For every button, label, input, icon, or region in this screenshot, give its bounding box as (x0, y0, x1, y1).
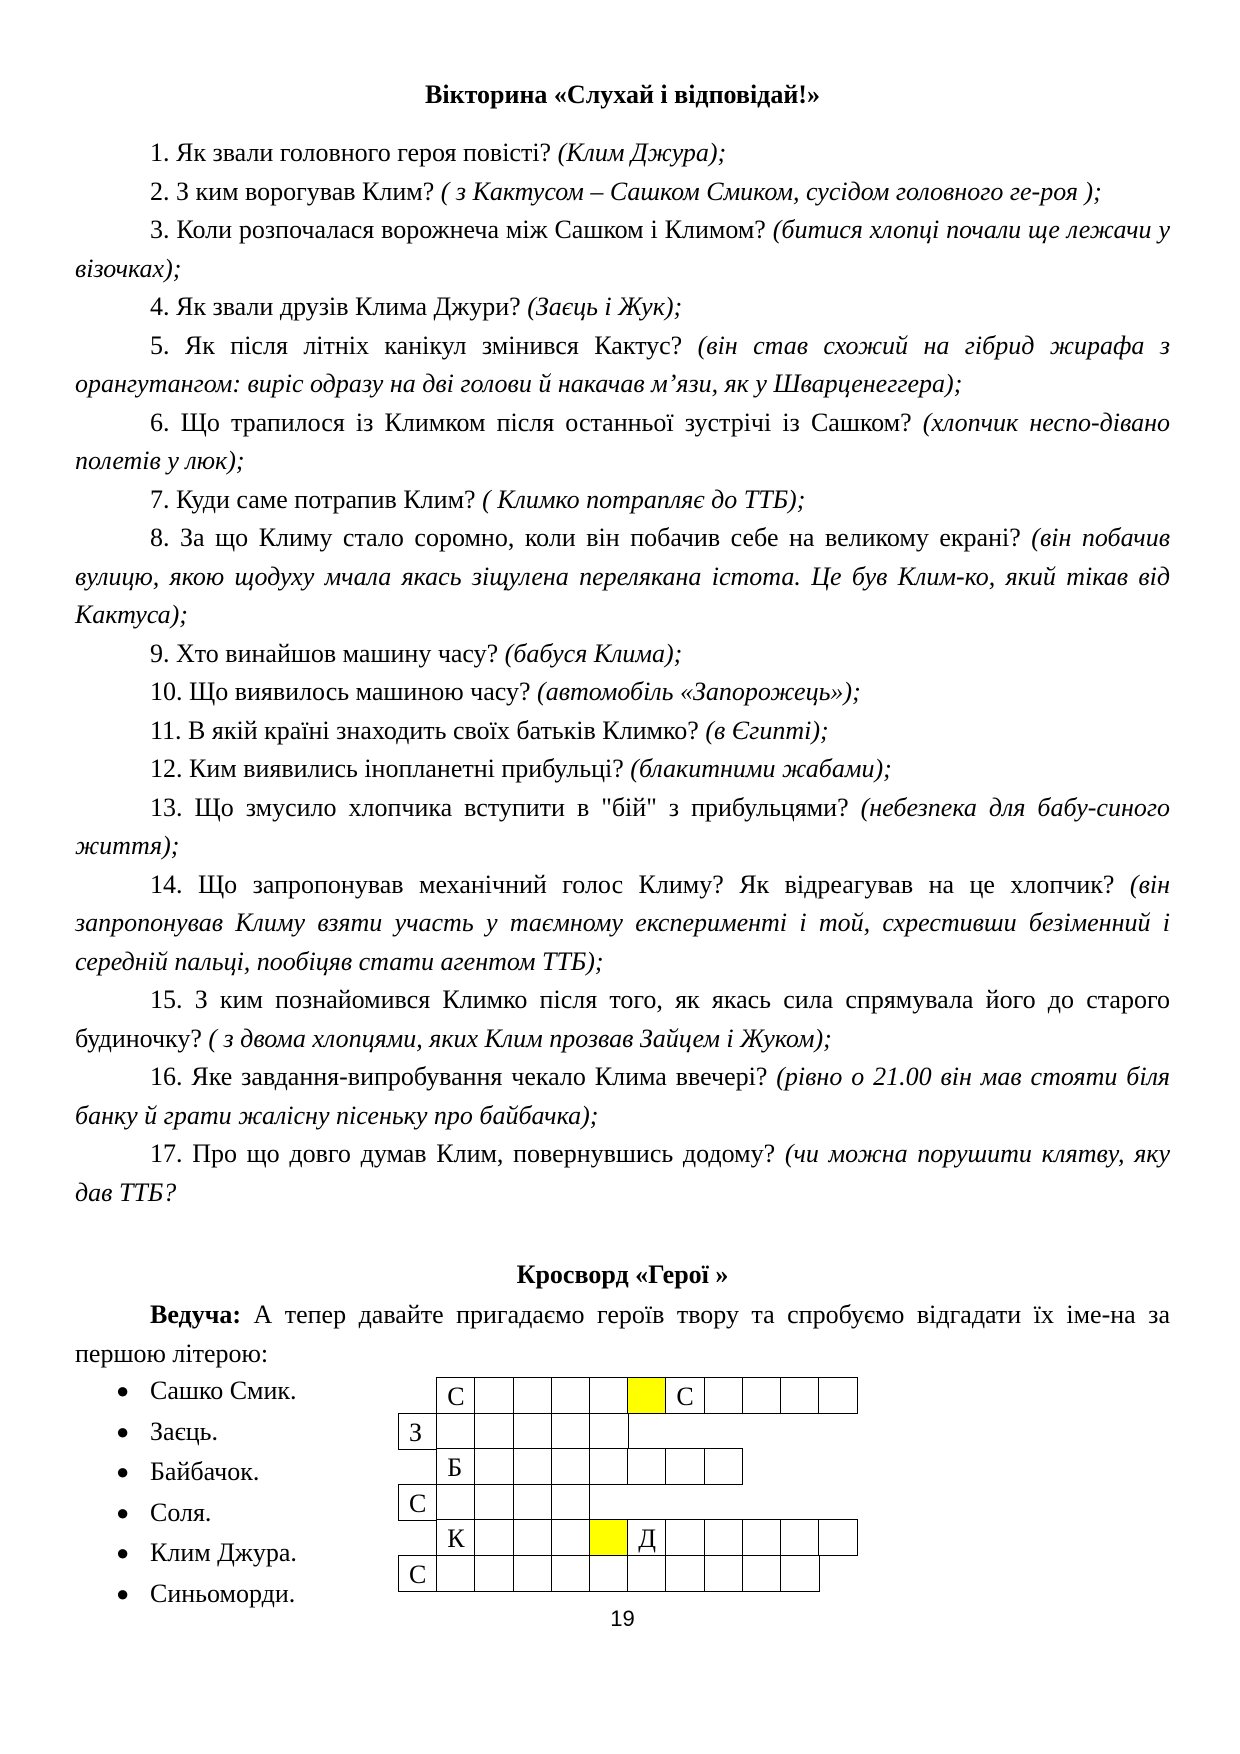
quiz-question (75, 750, 1170, 789)
quiz-question (75, 673, 1170, 712)
question-text: 14. Що запропонував механічний голос Климу? Як відреагував на це хлопчик? (150, 869, 1130, 899)
crossword-cell[interactable] (474, 1413, 514, 1450)
crossword-cell[interactable] (818, 1519, 858, 1556)
crossword-cell[interactable] (742, 1377, 782, 1414)
quiz-question (75, 481, 1170, 520)
quiz-question (75, 635, 1170, 674)
question-text: 9. Хто винайшов машину часу? (150, 638, 505, 668)
quiz-question (75, 134, 1170, 173)
question-text: 5. Як після літніх канікул змінився Кактус? (150, 330, 698, 360)
question-text: 13. Що змусило хлопчика вступити в "бій" з прибульцями? (150, 792, 861, 822)
bullet-icon: ● (116, 1580, 130, 1606)
crossword-cell[interactable] (589, 1377, 629, 1414)
quiz-question (75, 866, 1170, 982)
crossword-cell[interactable] (513, 1448, 553, 1485)
crossword-cell[interactable]: С (398, 1484, 438, 1521)
answer-text: ( з двома хлопцями, яких Клим прозвав Зайцем і Жуком); (208, 1023, 832, 1053)
question-text: 2. З ким ворогував Клим? (150, 176, 441, 206)
crossword-cell[interactable] (513, 1413, 553, 1450)
crossword-cell[interactable] (551, 1377, 591, 1414)
crossword-cell[interactable] (551, 1448, 591, 1485)
question-text: 6. Що трапилося із Климком після останньої зустрічі із Сашком? (150, 407, 923, 437)
question-text: 17. Про що довго думав Клим, повернувшись додому? (150, 1139, 785, 1168)
crossword-cell[interactable] (589, 1413, 629, 1450)
crossword-cell[interactable] (474, 1555, 514, 1592)
quiz-questions (75, 134, 1170, 1212)
hero-name: Байбачок. (150, 1457, 260, 1486)
answer-text: (Заєць і Жук); (527, 292, 683, 321)
crossword-cell[interactable] (551, 1484, 591, 1521)
crossword-title: Кросворд «Герої » (516, 1260, 729, 1289)
crossword-cell[interactable] (704, 1555, 744, 1592)
crossword-cell[interactable] (627, 1555, 667, 1592)
crossword-cell[interactable] (551, 1555, 591, 1592)
hero-name: Синьоморди. (150, 1578, 296, 1608)
crossword-cell[interactable] (818, 1377, 858, 1414)
crossword-cell[interactable] (704, 1377, 744, 1414)
quiz-question (75, 712, 1170, 751)
question-text: 8. За що Климу стало соромно, коли він побачив себе на великому екрані? (150, 523, 1032, 552)
crossword-cell[interactable] (513, 1377, 553, 1414)
crossword-cell[interactable] (474, 1377, 514, 1414)
crossword-cell[interactable]: С (436, 1377, 476, 1414)
hero-list-item (75, 1371, 375, 1412)
hero-name: Сашко Смик. (150, 1376, 297, 1405)
crossword-cell[interactable] (589, 1519, 629, 1556)
quiz-question (75, 211, 1170, 288)
hero-list-item (75, 1452, 375, 1493)
quiz-question (75, 288, 1170, 327)
bullet-icon: ● (116, 1418, 130, 1444)
question-text: 12. Ким виявились інопланетні прибульці? (150, 754, 631, 783)
crossword-cell[interactable] (665, 1519, 705, 1556)
crossword-cell[interactable] (513, 1519, 553, 1556)
document-page (75, 0, 1170, 1754)
crossword-cell[interactable] (704, 1448, 744, 1485)
crossword-cell[interactable] (474, 1519, 514, 1556)
quiz-question (75, 404, 1170, 481)
crossword-cell[interactable] (780, 1519, 820, 1556)
question-text: 11. В якій країні знаходить своїх батьків Климко? (150, 715, 706, 745)
crossword-cell[interactable]: С (665, 1377, 705, 1414)
answer-text: (чи можна порушити клятву, яку дав ТТБ? (75, 1139, 1170, 1207)
crossword-cell[interactable] (589, 1555, 629, 1592)
crossword-cell[interactable]: Б (436, 1448, 476, 1485)
hero-list-item (75, 1412, 375, 1453)
hero-name: Заєць. (150, 1416, 218, 1446)
crossword-cell[interactable] (742, 1555, 782, 1592)
crossword-intro (75, 1296, 1170, 1373)
question-text: 7. Куди саме потрапив Клим? (150, 484, 483, 514)
host-label: Ведуча: (150, 1300, 242, 1329)
crossword-cell[interactable] (704, 1519, 744, 1556)
answer-text: (битися хлопці почали ще лежачи у візочках); (75, 215, 1170, 283)
bullet-icon: ● (116, 1540, 130, 1565)
hero-list-item (75, 1533, 375, 1574)
crossword-cell[interactable] (551, 1413, 591, 1450)
question-text: 10. Що виявилось машиною часу? (150, 677, 538, 706)
crossword-cell[interactable] (436, 1555, 476, 1592)
crossword-cell[interactable] (627, 1448, 667, 1485)
answer-text: (він став схожий на гібрид жирафа з орангутангом: виріс одразу на дві голови й накачав м’язи, як у Шварценеггера); (75, 330, 1170, 398)
crossword-cell[interactable] (474, 1484, 514, 1521)
answer-text: (блакитними жабами); (630, 754, 892, 783)
answer-text: (він запропонував Климу взяти участь у таємному експерименті і той, схрестивши безіменний і середній пальці, пообіцяв стати агентом ТТБ); (75, 869, 1170, 976)
crossword-cell[interactable]: С (398, 1555, 438, 1592)
crossword-cell[interactable] (513, 1555, 553, 1592)
crossword-cell[interactable]: Д (627, 1519, 667, 1556)
quiz-question (75, 1058, 1170, 1135)
question-text: 15. З ким познайомився Климко після того, як якась сила спрямувала його до старого будиночку? (75, 985, 1170, 1053)
question-text: 16. Яке завдання-випробування чекало Клима ввечері? (150, 1062, 777, 1091)
answer-text: (хлопчик неспо-дівано полетів у люк); (75, 407, 1170, 475)
crossword-cell[interactable] (780, 1555, 820, 1592)
hero-list-item (75, 1493, 375, 1534)
question-text: 4. Як звали друзів Клима Джури? (150, 292, 528, 321)
quiz-title: Вікторина «Слухай і відповідай!» (425, 80, 820, 109)
answer-text: (автомобіль «Запорожець»); (537, 677, 861, 706)
quiz-question (75, 519, 1170, 635)
crossword-cell[interactable] (551, 1519, 591, 1556)
quiz-question (75, 173, 1170, 212)
answer-text: (в Єгипті); (705, 715, 829, 745)
quiz-question (75, 327, 1170, 404)
answer-text: ( Климко потрапляє до ТТБ); (482, 484, 806, 514)
crossword-cell[interactable] (436, 1413, 476, 1450)
page-number: 19 (610, 1606, 635, 1631)
crossword-cell[interactable] (627, 1377, 667, 1414)
crossword-cell[interactable] (742, 1519, 782, 1556)
answer-text: (бабуся Клима); (504, 638, 683, 668)
crossword-cell[interactable] (436, 1484, 476, 1521)
crossword-cell[interactable] (474, 1448, 514, 1485)
bullet-icon: ● (116, 1378, 130, 1403)
answer-text: (Клим Джура); (557, 138, 727, 167)
heroes-list (75, 1371, 375, 1614)
crossword-cell[interactable]: З (398, 1413, 438, 1450)
answer-text: (рівно о 21.00 він мав стояти біля банку й грати жалісну пісеньку про байбачка); (75, 1062, 1170, 1130)
crossword-cell[interactable] (589, 1448, 629, 1485)
crossword-cell[interactable]: К (436, 1519, 476, 1556)
answer-text: (небезпека для бабу-синого життя); (75, 792, 1170, 860)
question-text: 3. Коли розпочалася ворожнеча між Сашком і Климом? (150, 215, 773, 244)
crossword-cell[interactable] (665, 1448, 705, 1485)
bullet-icon: ● (116, 1499, 130, 1525)
question-text: 1. Як звали головного героя повісті? (150, 138, 558, 167)
hero-name: Клим Джура. (150, 1538, 297, 1567)
quiz-question (75, 981, 1170, 1058)
crossword-cell[interactable] (513, 1484, 553, 1521)
crossword-cell[interactable] (665, 1555, 705, 1592)
quiz-question (75, 1135, 1170, 1212)
crossword-cell[interactable] (780, 1377, 820, 1414)
bullet-icon: ● (116, 1459, 130, 1484)
answer-text: ( з Кактусом – Сашком Смиком, сусідом головного ге-роя ); (440, 176, 1102, 206)
answer-text: (він побачив вулицю, якою щодуху мчала якась зіщулена перелякана істота. Це був Клим-ко, який тікав від Кактуса); (75, 523, 1170, 629)
intro-text: А тепер давайте пригадаємо героїв твору та спробуємо відгадати їх іме-на за першою літерою: (75, 1300, 1170, 1368)
quiz-question (75, 789, 1170, 866)
hero-name: Соля. (150, 1497, 212, 1527)
